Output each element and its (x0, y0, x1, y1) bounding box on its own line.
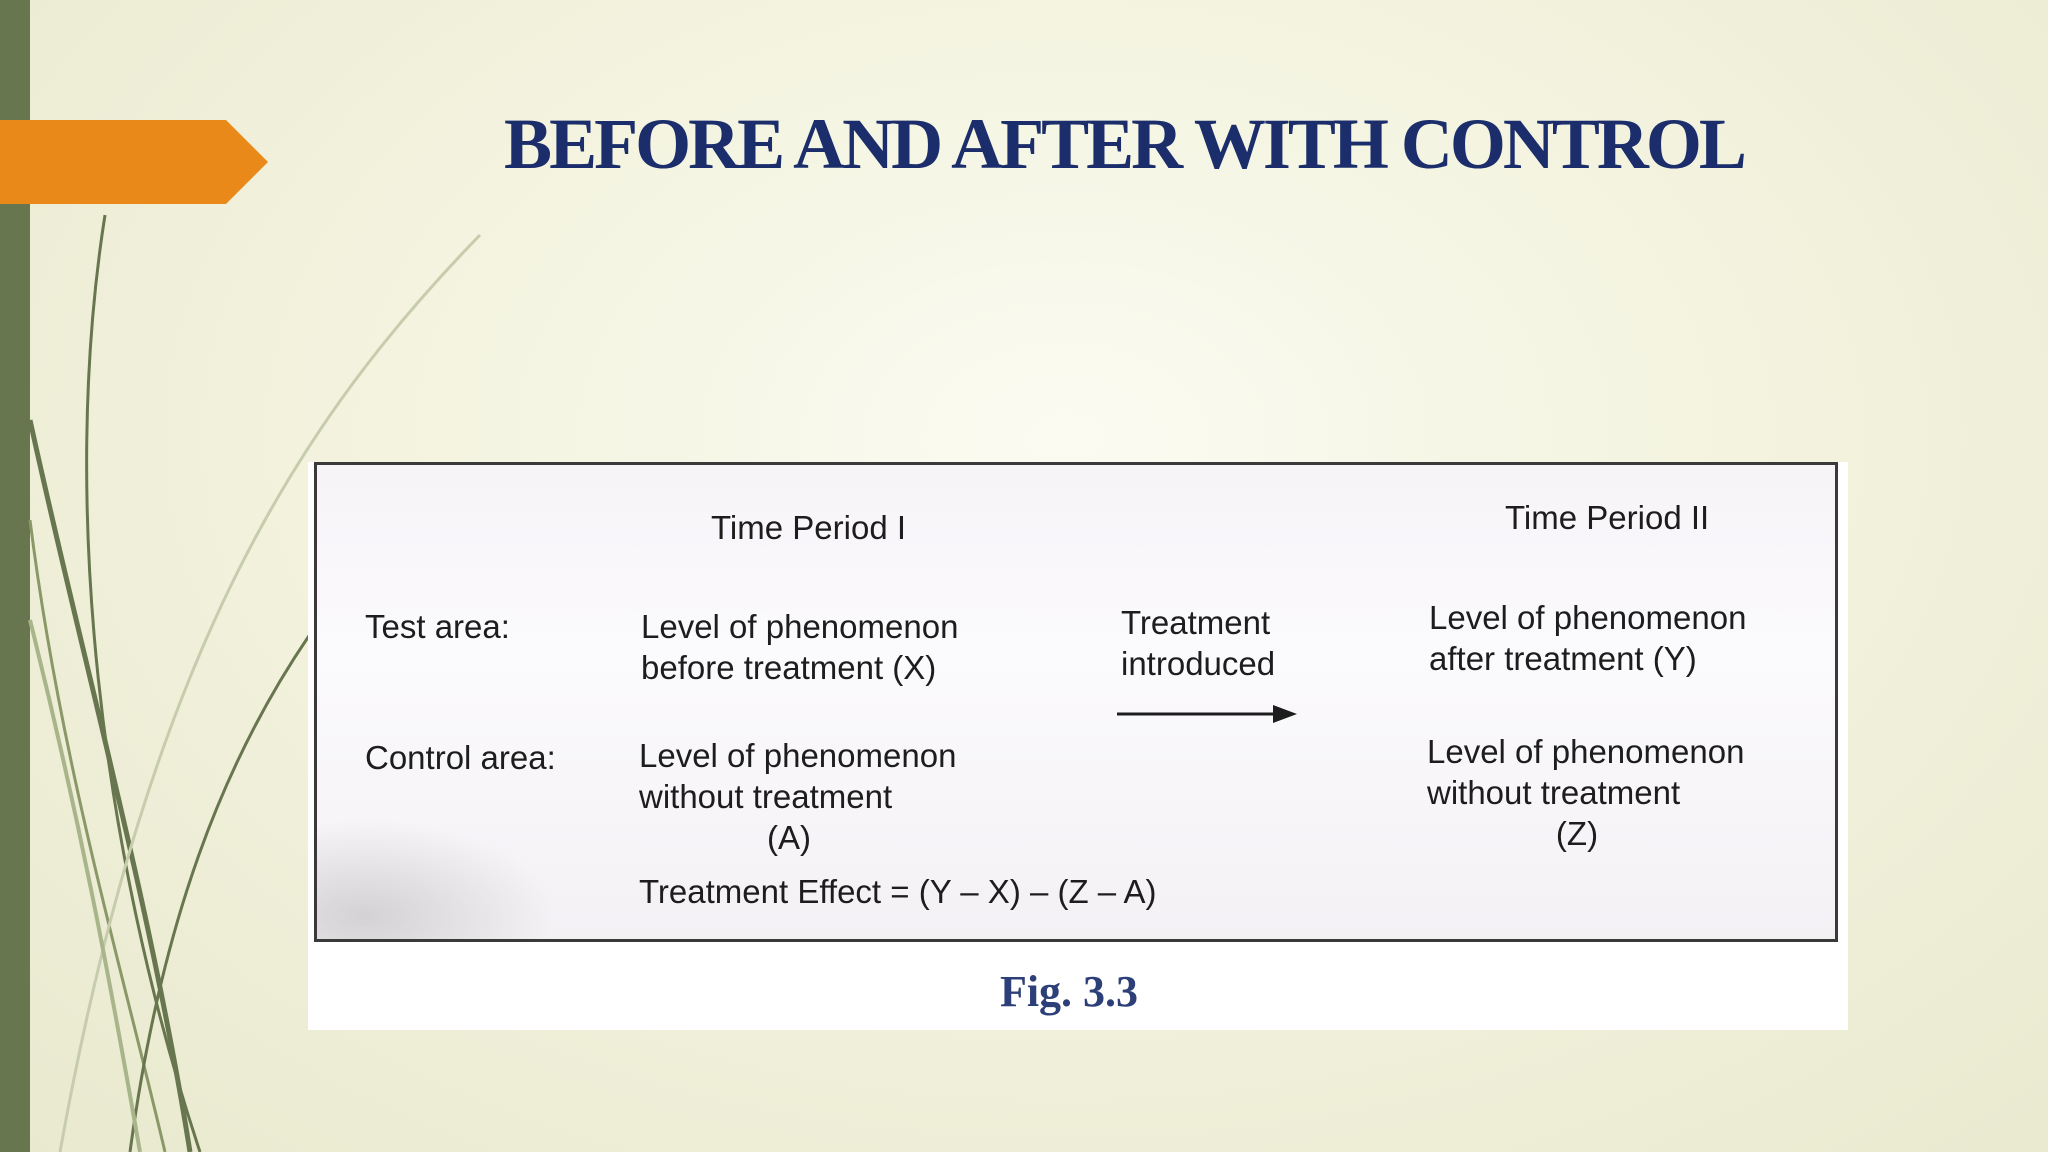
control-before-line-3: (A) (767, 819, 811, 856)
control-before-line-1: Level of phenomenon (639, 737, 957, 774)
figure-table-box (314, 462, 1838, 942)
treatment-effect-formula: Treatment Effect = (Y – X) – (Z – A) (639, 873, 1157, 910)
test-after-line-2: after treatment (Y) (1429, 640, 1697, 677)
time-period-1-header: Time Period I (711, 509, 907, 546)
right-arrow-icon (1117, 702, 1297, 726)
test-before-line-2: before treatment (X) (641, 649, 937, 686)
test-after-line-1: Level of phenomenon (1429, 599, 1747, 636)
control-after-line-3: (Z) (1555, 815, 1599, 852)
slide-title: BEFORE AND AFTER WITH CONTROL (504, 104, 1744, 184)
figure-caption: Fig. 3.3 (999, 967, 1139, 1016)
control-area-label: Control area: (365, 739, 556, 776)
figure-image (308, 462, 1848, 1030)
orange-arrow-shape (0, 120, 268, 204)
test-area-label: Test area: (365, 608, 510, 645)
control-before-line-2: without treatment (639, 778, 893, 815)
time-period-2-header: Time Period II (1505, 499, 1710, 536)
test-before-line-1: Level of phenomenon (641, 608, 959, 645)
control-after-line-2: without treatment (1427, 774, 1681, 811)
control-after-line-1: Level of phenomenon (1427, 733, 1745, 770)
treatment-line-2: introduced (1121, 645, 1276, 682)
treatment-line-1: Treatment (1121, 604, 1271, 641)
